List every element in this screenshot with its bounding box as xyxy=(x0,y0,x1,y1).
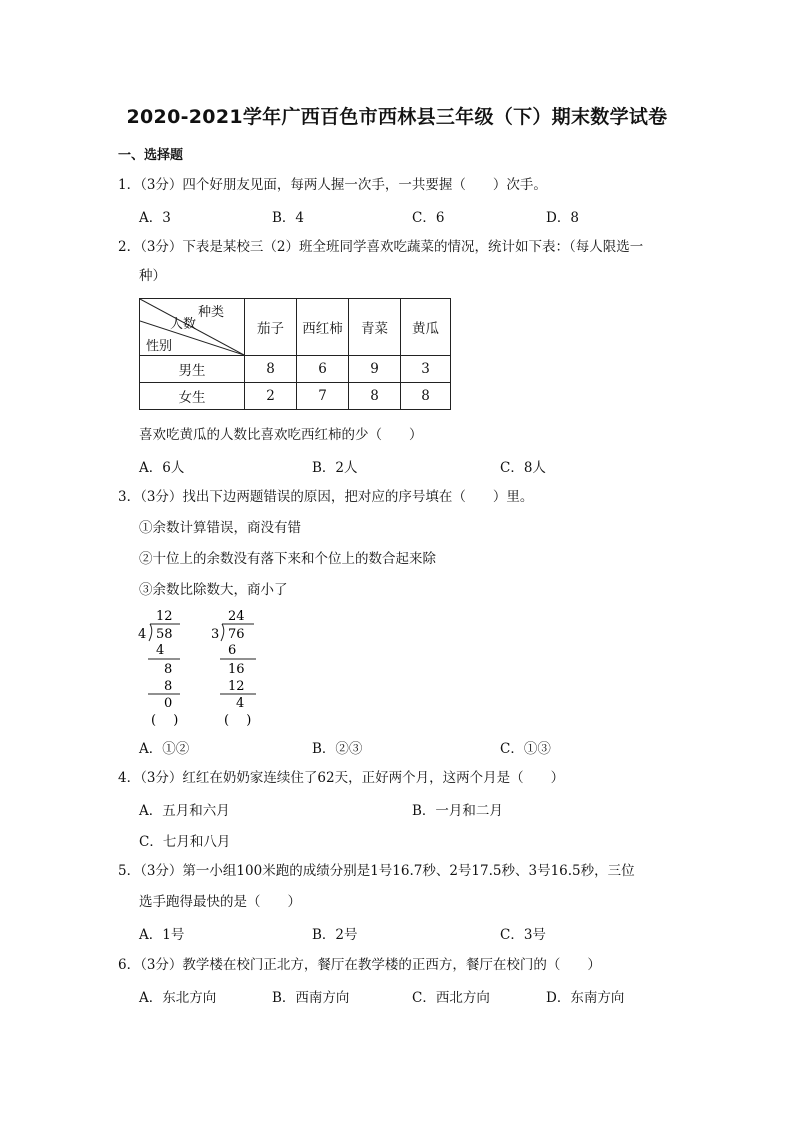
column-header: 茄子 xyxy=(245,299,297,356)
q3-option-a: A．①② xyxy=(139,741,190,757)
table-row xyxy=(140,356,451,383)
question-1-text: 1．（3分）四个好朋友见面，每两人握一次手，一共要握（ ）次手。 xyxy=(118,177,547,193)
vegetable-table xyxy=(139,298,451,410)
q3-reason-3: ③余数比除数大，商小了 xyxy=(139,582,288,598)
q5-option-c: C．3号 xyxy=(500,927,546,943)
division-1-bracket xyxy=(149,624,152,641)
division-1-divisor: 4 xyxy=(138,627,147,642)
question-4-text: 4．（3分）红红在奶奶家连续住了62天，正好两个月，这两个月是（ ） xyxy=(118,770,565,786)
table-cell: 6 xyxy=(297,356,349,383)
page-title: 2020-2021学年广西百色市西林县三年级（下）期末数学试卷 xyxy=(126,106,668,128)
division-2-step: 6 xyxy=(228,643,237,658)
table-cell: 8 xyxy=(245,356,297,383)
q6-option-c: C．西北方向 xyxy=(412,990,490,1006)
division-2-answer-blank: ( ) xyxy=(224,713,252,728)
corner-label-category: 种类 xyxy=(198,305,225,320)
long-division-figures xyxy=(136,605,276,729)
question-6-text: 6．（3分）教学楼在校门正北方，餐厅在教学楼的正西方，餐厅在校门的（ ） xyxy=(118,957,601,973)
division-1-answer-blank: ( ) xyxy=(151,713,179,728)
q4-option-c: C．七月和八月 xyxy=(139,834,231,850)
division-1-step: 0 xyxy=(164,696,173,711)
column-header: 西红柿 xyxy=(297,299,349,356)
division-2-step: 16 xyxy=(228,662,245,677)
question-3-text: 3．（3分）找出下边两题错误的原因，把对应的序号填在（ ）里。 xyxy=(118,489,534,505)
division-2-quotient: 24 xyxy=(228,609,245,624)
q5-option-a: A．1号 xyxy=(139,927,185,943)
q6-option-d: D．东南方向 xyxy=(546,990,625,1006)
q4-option-b: B．一月和二月 xyxy=(412,803,503,819)
row-label: 男生 xyxy=(140,356,245,383)
question-2-text-line1: 2．（3分）下表是某校三（2）班全班同学喜欢吃蔬菜的情况，统计如下表：（每人限选一 xyxy=(118,239,644,255)
table-corner-cell xyxy=(140,299,245,356)
q2-option-b: B．2人 xyxy=(312,460,358,476)
q2-option-c: C．8人 xyxy=(500,460,546,476)
q6-option-a: A．东北方向 xyxy=(139,990,217,1006)
corner-label-count: 人数 xyxy=(170,317,197,332)
q1-option-a: A．3 xyxy=(139,210,171,226)
q2-option-a: A．6人 xyxy=(139,460,185,476)
question-2-text-line2: 种） xyxy=(139,268,166,284)
division-1-dividend: 58 xyxy=(156,627,173,642)
table-cell: 8 xyxy=(349,383,401,410)
table-cell: 8 xyxy=(401,383,451,410)
division-2-dividend: 76 xyxy=(228,627,245,642)
division-2-step: 12 xyxy=(228,679,245,694)
division-1-quotient: 12 xyxy=(156,609,173,624)
division-2-step: 4 xyxy=(236,696,245,711)
column-header: 黄瓜 xyxy=(401,299,451,356)
table-cell: 7 xyxy=(297,383,349,410)
q1-option-c: C．6 xyxy=(412,210,445,226)
q3-option-b: B．②③ xyxy=(312,741,363,757)
table-cell: 3 xyxy=(401,356,451,383)
q3-reason-1: ①余数计算错误，商没有错 xyxy=(139,520,301,536)
q5-option-b: B．2号 xyxy=(312,927,358,943)
question-5-text-line2: 选手跑得最快的是（ ） xyxy=(139,894,301,910)
q1-option-d: D．8 xyxy=(546,210,579,226)
row-label: 女生 xyxy=(140,383,245,410)
division-1-step: 8 xyxy=(164,662,173,677)
q3-option-c: C．①③ xyxy=(500,741,551,757)
question-5-text-line1: 5．（3分）第一小组100米跑的成绩分别是1号16.7秒、2号17.5秒、3号16.5秒，三位 xyxy=(118,863,635,879)
division-2-divisor: 3 xyxy=(211,627,220,642)
question-2-prompt: 喜欢吃黄瓜的人数比喜欢吃西红柿的少（ ） xyxy=(139,427,423,443)
table-cell: 2 xyxy=(245,383,297,410)
q6-option-b: B．西南方向 xyxy=(272,990,350,1006)
table-cell: 9 xyxy=(349,356,401,383)
q4-option-a: A．五月和六月 xyxy=(139,803,230,819)
section-heading: 一、选择题 xyxy=(118,148,184,163)
division-1-step: 8 xyxy=(164,679,173,694)
q3-reason-2: ②十位上的余数没有落下来和个位上的数合起来除 xyxy=(139,551,436,567)
division-1-step: 4 xyxy=(156,643,165,658)
corner-label-gender: 性别 xyxy=(146,339,173,354)
table-row xyxy=(140,383,451,410)
division-2-bracket xyxy=(221,624,224,641)
q1-option-b: B．4 xyxy=(272,210,305,226)
column-header: 青菜 xyxy=(349,299,401,356)
